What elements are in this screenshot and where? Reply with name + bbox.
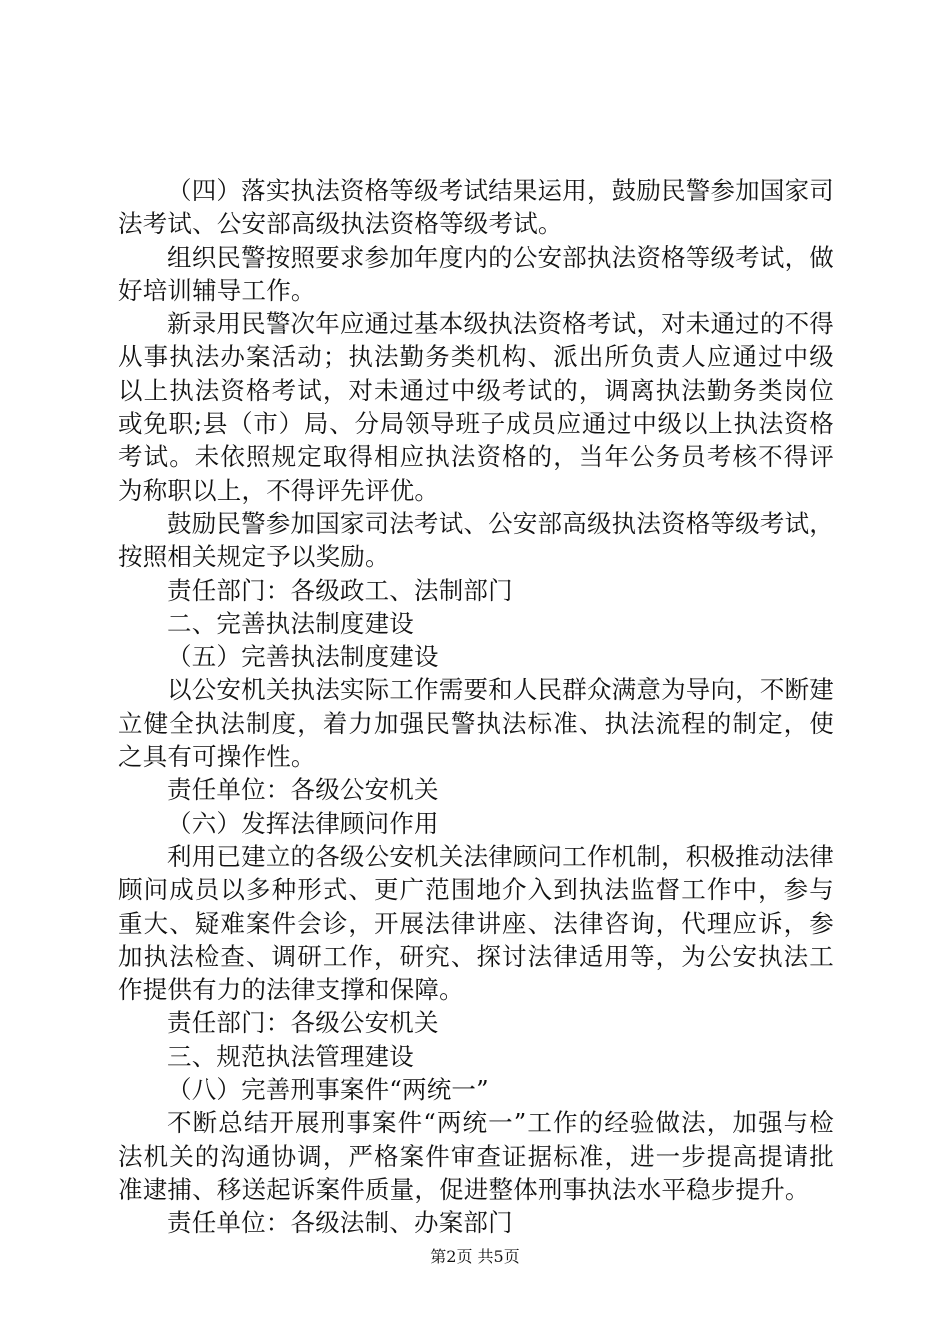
paragraph-responsible-unit-2: 责任单位：各级法制、办案部门 [167,1208,513,1238]
paragraph-system-building: 以公安机关执法实际工作需要和人民群众满意为导向，不断建立健全执法制度，着力加强民警执法标准、执法流程的制定，使之具有可操作性。 [118,675,834,772]
paragraph-responsible-dept-2: 责任部门：各级公安机关 [167,1008,439,1038]
paragraph-exam-results: （四）落实执法资格等级考试结果运用，鼓励民警参加国家司法考试、公安部高级执法资格等级考试。 [118,176,834,239]
page-footer: 第2页 共5页 [430,1247,520,1266]
paragraph-responsible-dept-1: 责任部门：各级政工、法制部门 [167,575,513,605]
paragraph-organize-exam: 组织民警按照要求参加年度内的公安部执法资格等级考试，做好培训辅导工作。 [118,242,834,305]
subheading-6: （六）发挥法律顾问作用 [167,808,439,838]
subheading-5: （五）完善执法制度建设 [167,642,439,672]
document-body [118,174,834,1240]
section-heading-3: 三、规范执法管理建设 [167,1041,414,1071]
subheading-8: （八）完善刑事案件“两统一” [167,1075,489,1105]
section-heading-2: 二、完善执法制度建设 [167,608,414,638]
paragraph-encourage-exam: 鼓励民警参加国家司法考试、公安部高级执法资格等级考试，按照相关规定予以奖励。 [118,508,834,572]
paragraph-legal-advisors: 利用已建立的各级公安机关法律顾问工作机制，积极推动法律顾问成员以多种形式、更广范围地介入到执法监督工作中，参与重大、疑难案件会诊，开展法律讲座、法律咨询，代理应诉，参加执法检查、调研工作，研究、探讨法律适用等，为公安执法工作提供有力的法律支撑和保障。 [118,841,834,1005]
paragraph-responsible-unit-1: 责任单位：各级公安机关 [167,775,439,805]
paragraph-criminal-cases: 不断总结开展刑事案件“两统一”工作的经验做法，加强与检法机关的沟通协调，严格案件审查证据标准，进一步提高提请批准逮捕、移送起诉案件质量，促进整体刑事执法水平稳步提升。 [118,1108,834,1204]
paragraph-new-recruits: 新录用民警次年应通过基本级执法资格考试，对未通过的不得从事执法办案活动；执法勤务类机构、派出所负责人应通过中级以上执法资格考试，对未通过中级考试的，调离执法勤务类岗位或免职;县（市）局、分局领导班子成员应通过中级以上执法资格考试。未依照规定取得相应执法资格的，当年公务员考核不得评为称职以上，不得评先评优。 [118,309,834,505]
